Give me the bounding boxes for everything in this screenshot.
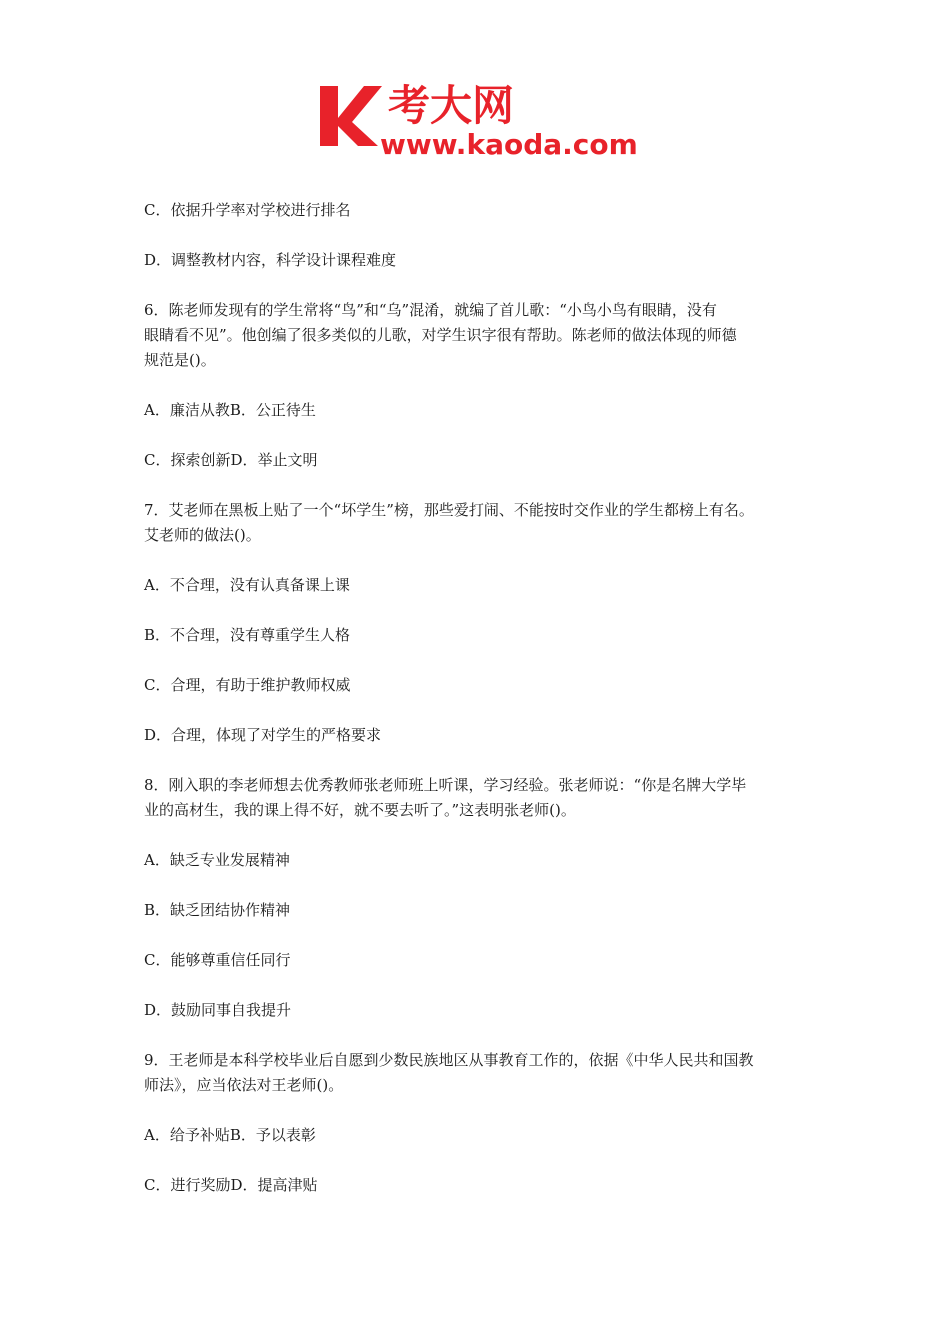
blank-line <box>144 1098 824 1123</box>
blank-line <box>144 648 824 673</box>
text-line: 6．陈老师发现有的学生常将“鸟”和“乌”混淆，就编了首儿歌：“小鸟小鸟有眼睛，没有 <box>144 301 717 319</box>
text-line: A．不合理，没有认真备课上课 <box>144 576 350 594</box>
text-line: 规范是()。 <box>144 351 216 369</box>
blank-line <box>144 423 824 448</box>
text-line: B．缺乏团结协作精神 <box>144 901 291 919</box>
text-line: 9．王老师是本科学校毕业后自愿到少数民族地区从事教育工作的，依据《中华人民共和国教 <box>144 1051 754 1069</box>
blank-line <box>144 1023 824 1048</box>
blank-line <box>144 223 824 248</box>
logo-brand-text: 考大网 <box>388 82 515 130</box>
document-body <box>144 198 824 1198</box>
text-line: A．给予补贴B．予以表彰 <box>144 1126 316 1144</box>
blank-line <box>144 973 824 998</box>
blank-line <box>144 1148 824 1173</box>
text-line: C．能够尊重信任同行 <box>144 951 291 969</box>
blank-line <box>144 873 824 898</box>
text-line: A．廉洁从教B．公正待生 <box>144 401 316 419</box>
blank-line <box>144 748 824 773</box>
text-line: C．进行奖励D．提高津贴 <box>144 1176 318 1194</box>
text-line: C．探索创新D．举止文明 <box>144 451 318 469</box>
blank-line <box>144 373 824 398</box>
text-line: 8．刚入职的李老师想去优秀教师张老师班上听课，学习经验。张老师说：“你是名牌大学毕 <box>144 776 747 794</box>
text-line: 7．艾老师在黑板上贴了一个“坏学生”榜，那些爱打闹、不能按时交作业的学生都榜上有名。 <box>144 501 754 519</box>
blank-line <box>144 823 824 848</box>
text-line: 眼睛看不见”。他创编了很多类似的儿歌，对学生识字很有帮助。陈老师的做法体现的师德 <box>144 326 737 344</box>
kaoda-logo <box>318 82 638 160</box>
blank-line <box>144 473 824 498</box>
text-line: D．合理，体现了对学生的严格要求 <box>144 726 382 744</box>
blank-line <box>144 273 824 298</box>
text-line: D．鼓励同事自我提升 <box>144 1001 292 1019</box>
text-line: C．合理，有助于维护教师权威 <box>144 676 351 694</box>
k-letter-icon <box>320 86 382 146</box>
text-line: 业的高材生，我的课上得不好，就不要去听了。”这表明张老师()。 <box>144 801 576 819</box>
blank-line <box>144 698 824 723</box>
text-line: D．调整教材内容，科学设计课程难度 <box>144 251 397 269</box>
logo-url-text: www.kaoda.com <box>380 128 638 160</box>
text-line: C．依据升学率对学校进行排名 <box>144 201 351 219</box>
blank-line <box>144 548 824 573</box>
text-line: 艾老师的做法()。 <box>144 526 261 544</box>
blank-line <box>144 598 824 623</box>
text-line: B．不合理，没有尊重学生人格 <box>144 626 351 644</box>
kaoda-logo-graphic <box>318 82 638 160</box>
blank-line <box>144 923 824 948</box>
text-line: A．缺乏专业发展精神 <box>144 851 290 869</box>
text-line: 师法》，应当依法对王老师()。 <box>144 1076 344 1094</box>
